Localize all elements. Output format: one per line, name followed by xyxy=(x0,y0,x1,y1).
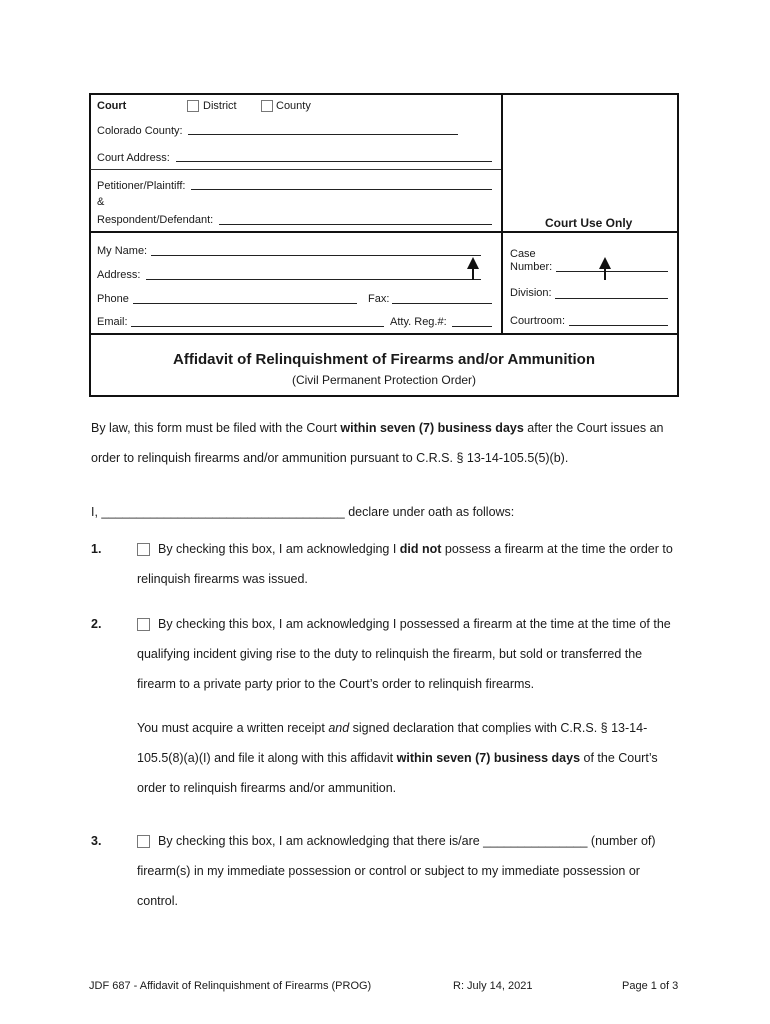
address-label: Address: xyxy=(97,269,141,281)
case-label: Case xyxy=(510,248,536,260)
item-2-note-line-3: order to relinquish firearms and/or ammunition. xyxy=(137,781,397,795)
declaration-line: I, ___________________________________ declare under oath as follows: xyxy=(91,505,515,519)
fax-field[interactable] xyxy=(392,303,492,304)
item-2-number: 2. xyxy=(91,617,102,631)
footer-form-id: JDF 687 - Affidavit of Relinquishment of Firearms (PROG) xyxy=(89,980,372,992)
item-2-line-2: qualifying incident giving rise to the duty to relinquish the firearm, but sold or transferred the xyxy=(137,647,643,661)
county-checkbox[interactable] xyxy=(261,100,273,112)
item-3-line-2: firearm(s) in my immediate possession or control or subject to my immediate possession or xyxy=(137,864,640,878)
item-2-note-post: signed declaration that complies with C.R.S. § 13-14- xyxy=(349,721,648,735)
item-2-note2-post: of the Court’s xyxy=(580,751,658,765)
respondent-field[interactable] xyxy=(219,224,492,225)
district-label: District xyxy=(203,100,237,112)
respondent-label: Respondent/Defendant: xyxy=(97,214,214,226)
courtroom-field[interactable] xyxy=(569,325,668,326)
address-field[interactable] xyxy=(146,279,481,280)
court-label: Court xyxy=(97,100,127,112)
form-subtitle: (Civil Permanent Protection Order) xyxy=(291,373,477,387)
number-label: Number: xyxy=(510,261,553,273)
intro-line-2: order to relinquish firearms and/or ammunition pursuant to C.R.S. § 13-14-105.5(5)(b). xyxy=(91,451,569,465)
email-label: Email: xyxy=(97,316,128,328)
item-1-text-pre: By checking this box, I am acknowledging I xyxy=(158,542,400,556)
intro-text-pre: By law, this form must be filed with the Court xyxy=(91,421,341,435)
atty-reg-label: Atty. Reg.#: xyxy=(390,316,447,328)
item-2-note-pre: You must acquire a written receipt xyxy=(137,721,329,735)
item-2-note-italic: and xyxy=(328,721,350,735)
footer-revision: R: July 14, 2021 xyxy=(453,980,533,992)
item-3-line-1: By checking this box, I am acknowledging that there is/are _______________ (number of) xyxy=(158,834,656,848)
item-2-checkbox[interactable] xyxy=(137,618,150,631)
ampersand-label: & xyxy=(97,196,105,208)
item-1-line-1 xyxy=(158,542,673,556)
item-2-note2-deadline: within seven (7) business days xyxy=(396,751,581,765)
colorado-county-label: Colorado County: xyxy=(97,125,183,137)
item-3-line-3: control. xyxy=(137,894,178,908)
arrow-stem xyxy=(472,268,474,280)
court-use-only-label: Court Use Only xyxy=(545,216,633,230)
caption-divider-title xyxy=(89,333,679,335)
footer-page-number: Page 1 of 3 xyxy=(622,980,679,992)
phone-label: Phone xyxy=(97,293,129,305)
court-address-label: Court Address: xyxy=(97,152,170,164)
intro-deadline: within seven (7) business days xyxy=(340,421,524,435)
caption-divider-vertical xyxy=(501,93,503,333)
item-2-note2-pre: 105.5(8)(a)(I) and file it along with this affidavit xyxy=(137,751,397,765)
item-1-line-2: relinquish firearms was issued. xyxy=(137,572,308,586)
item-2-note-line-1 xyxy=(137,721,647,735)
petitioner-field[interactable] xyxy=(191,189,492,190)
arrow-stem xyxy=(604,268,606,280)
case-number-field[interactable] xyxy=(556,271,668,272)
item-3-checkbox[interactable] xyxy=(137,835,150,848)
fax-label: Fax: xyxy=(368,293,390,305)
item-1-number: 1. xyxy=(91,542,102,556)
form-title: Affidavit of Relinquishment of Firearms and/or Ammunition xyxy=(173,351,595,368)
item-1-emphasis: did not xyxy=(399,542,442,556)
item-2-line-3: firearm to a private party prior to the Court’s order to relinquish firearms. xyxy=(137,677,535,691)
item-1-text-post: possess a firearm at the time the order to xyxy=(441,542,673,556)
phone-field[interactable] xyxy=(133,303,357,304)
item-1-checkbox[interactable] xyxy=(137,543,150,556)
petitioner-section-divider xyxy=(90,169,501,170)
atty-reg-field[interactable] xyxy=(452,326,492,327)
caption-divider-top xyxy=(89,231,679,233)
division-label: Division: xyxy=(510,287,552,299)
courtroom-label: Courtroom: xyxy=(510,315,566,327)
my-name-field[interactable] xyxy=(151,255,481,256)
petitioner-label: Petitioner/Plaintiff: xyxy=(97,180,186,192)
my-name-label: My Name: xyxy=(97,245,148,257)
colorado-county-field[interactable] xyxy=(188,134,458,135)
county-label: County xyxy=(276,100,311,112)
intro-text-post: after the Court issues an xyxy=(523,421,664,435)
court-address-field[interactable] xyxy=(176,161,492,162)
email-field[interactable] xyxy=(131,326,384,327)
division-field[interactable] xyxy=(555,298,668,299)
item-2-line-1: By checking this box, I am acknowledging I possessed a firearm at the time at the time of the xyxy=(158,617,671,631)
district-checkbox[interactable] xyxy=(187,100,199,112)
item-2-note-line-2 xyxy=(137,751,658,765)
intro-line-1 xyxy=(91,421,663,435)
item-3-number: 3. xyxy=(91,834,102,848)
